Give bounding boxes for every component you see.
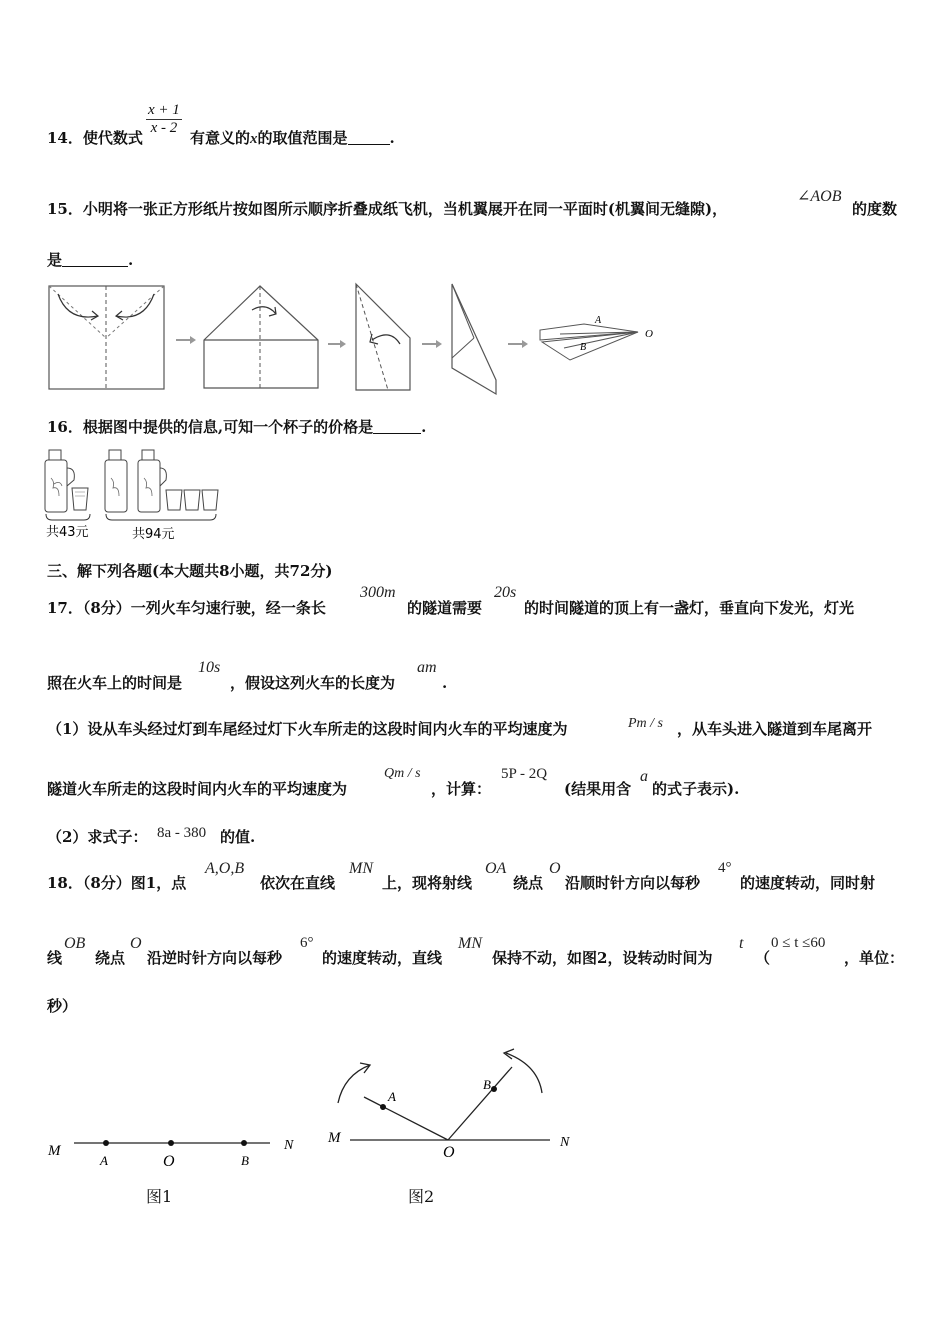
q14-suffix: [190, 128, 395, 149]
q14-fraction-denominator: x - 2: [150, 120, 178, 136]
q17-p1m2: Qm / s: [384, 766, 421, 781]
group1-price-label: 共43元: [46, 525, 89, 540]
thermos-icon: [45, 450, 74, 512]
thermos-icon: [105, 450, 127, 512]
q17-t6: .: [442, 674, 448, 692]
q14-fraction: [146, 102, 182, 137]
q17-p2b: 的值.: [220, 828, 256, 846]
q18-t1: 18．（8分）图1，点: [47, 874, 187, 892]
q17-m1: 300m: [360, 584, 396, 601]
q17-m2: 20s: [494, 584, 517, 601]
q17-t1: 17．（8分）一列火车匀速行驶，经一条长: [47, 599, 326, 617]
q17-p1e: (结果用含: [564, 780, 632, 798]
q18-m10: t: [739, 935, 744, 952]
q17-p1c: 隧道火车所走的这段时间内火车的平均速度为: [47, 780, 348, 798]
fig1-label-o: O: [163, 1153, 175, 1170]
fig2-label-b: B: [483, 1077, 491, 1092]
q18-t8: 绕点: [95, 949, 126, 967]
q17-t2: 的隧道需要: [407, 599, 483, 617]
fig2-caption: 图2: [408, 1187, 435, 1206]
group2-price-label: 共94元: [132, 527, 175, 542]
paper-folding-figure: [40, 280, 680, 400]
fig1-label-n: N: [284, 1138, 294, 1153]
q17-p1a: （1）设从车头经过灯到车尾经过灯下火车所走的这段时间内火车的平均速度为: [47, 720, 568, 738]
q14-var: x: [250, 131, 258, 147]
cup-icon: [202, 490, 218, 510]
q18-t6: 的速度转动，同时射: [740, 874, 876, 892]
q18-t3: 上，现将射线: [382, 874, 473, 892]
q17-p1m1: Pm / s: [628, 716, 663, 731]
q15-text2: 的度数: [852, 200, 898, 218]
q14-suffix2-text: 的取值范围是: [257, 129, 348, 147]
q14-end: .: [389, 129, 395, 147]
fig1-label-m: M: [48, 1143, 61, 1159]
fig1-label-a: A: [100, 1153, 108, 1168]
q17-m3: 10s: [198, 659, 221, 676]
q16-text-label: 16．根据图中提供的信息,可知一个杯子的价格是: [47, 418, 374, 436]
fig2-label-n: N: [560, 1135, 570, 1150]
q16-end: .: [421, 418, 427, 436]
q17-p1m3: 5P - 2Q: [501, 766, 548, 782]
q18-m8: 6°: [300, 935, 314, 951]
q18-m4: O: [549, 860, 561, 877]
q18-m5: 4°: [718, 860, 732, 876]
figure-2: [320, 1045, 580, 1165]
q18-m2: MN: [349, 860, 373, 877]
q17-t5: ，假设这列火车的长度为: [230, 674, 396, 692]
q15-angle: ∠AOB: [797, 188, 842, 205]
q15-text3-label: 是: [47, 251, 63, 269]
q18-m3: OA: [485, 860, 507, 877]
figure-1: [40, 1125, 310, 1175]
q15-text3: [47, 250, 133, 270]
q18-t2: 依次在直线: [260, 874, 336, 892]
plane-label-o: O: [645, 328, 653, 340]
q18-m9: MN: [458, 935, 482, 952]
q15-text1: 15．小明将一张正方形纸片按如图所示顺序折叠成纸飞机，当机翼展开在同一平面时(机翼间无缝隙)，: [47, 200, 728, 218]
q16-text: [47, 417, 426, 437]
q18-t5: 沿顺时针方向以每秒: [565, 874, 701, 892]
q14-prefix: 14．使代数式: [47, 129, 143, 147]
cup-icon: [72, 488, 88, 510]
q17-p1b: ，从车头进入隧道到车尾离开: [677, 720, 873, 738]
plane-label-b: B: [580, 342, 587, 353]
q17-p1f: 的式子表示).: [652, 780, 740, 798]
thermos-icon: [138, 450, 166, 512]
fig1-label-b: B: [241, 1153, 249, 1168]
q16-answer-blank[interactable]: [373, 419, 421, 434]
thermos-cups-figure: [40, 448, 240, 542]
q18-m11: 0 ≤ t ≤60: [771, 935, 826, 951]
q17-p2a: （2）求式子：: [47, 828, 148, 846]
q18-t9: 沿逆时针方向以每秒: [147, 949, 283, 967]
plane-label-a: A: [595, 315, 602, 326]
cup-icon: [184, 490, 200, 510]
q15-end: .: [128, 251, 134, 269]
q18-t14: 秒）: [47, 997, 78, 1015]
q15-answer-blank[interactable]: [62, 252, 128, 267]
q18-t13: ，单位：: [844, 949, 905, 967]
fig2-label-a: A: [388, 1089, 396, 1104]
q18-t7: 线: [47, 949, 63, 967]
fig2-label-m: M: [328, 1130, 341, 1146]
section3-heading: 三、解下列各题(本大题共8小题，共72分): [47, 562, 333, 580]
q17-p1d: ，计算：: [431, 780, 492, 798]
q17-m4: am: [417, 659, 437, 676]
q14-fraction-numerator: x + 1: [148, 102, 180, 118]
q17-p1m4: a: [640, 768, 648, 785]
q18-m1: A,O,B: [205, 860, 245, 877]
fig2-label-o: O: [443, 1144, 455, 1161]
q18-t10: 的速度转动，直线: [322, 949, 443, 967]
q18-m7: O: [130, 935, 142, 952]
q17-t3: 的时间隧道的顶上有一盏灯，垂直向下发光，灯光: [524, 599, 855, 617]
q18-t11: 保持不动，如图2，设转动时间为: [492, 949, 713, 967]
cup-icon: [166, 490, 182, 510]
q17-p2m: 8a - 380: [157, 825, 207, 841]
q18-t12: （: [755, 949, 771, 967]
fig1-caption: 图1: [146, 1187, 173, 1206]
q14-answer-blank[interactable]: [348, 130, 390, 145]
q18-m6: OB: [64, 935, 86, 952]
q17-t4: 照在火车上的时间是: [47, 674, 183, 692]
q18-t4: 绕点: [513, 874, 544, 892]
q14-suffix-text: 有意义的: [190, 129, 251, 147]
